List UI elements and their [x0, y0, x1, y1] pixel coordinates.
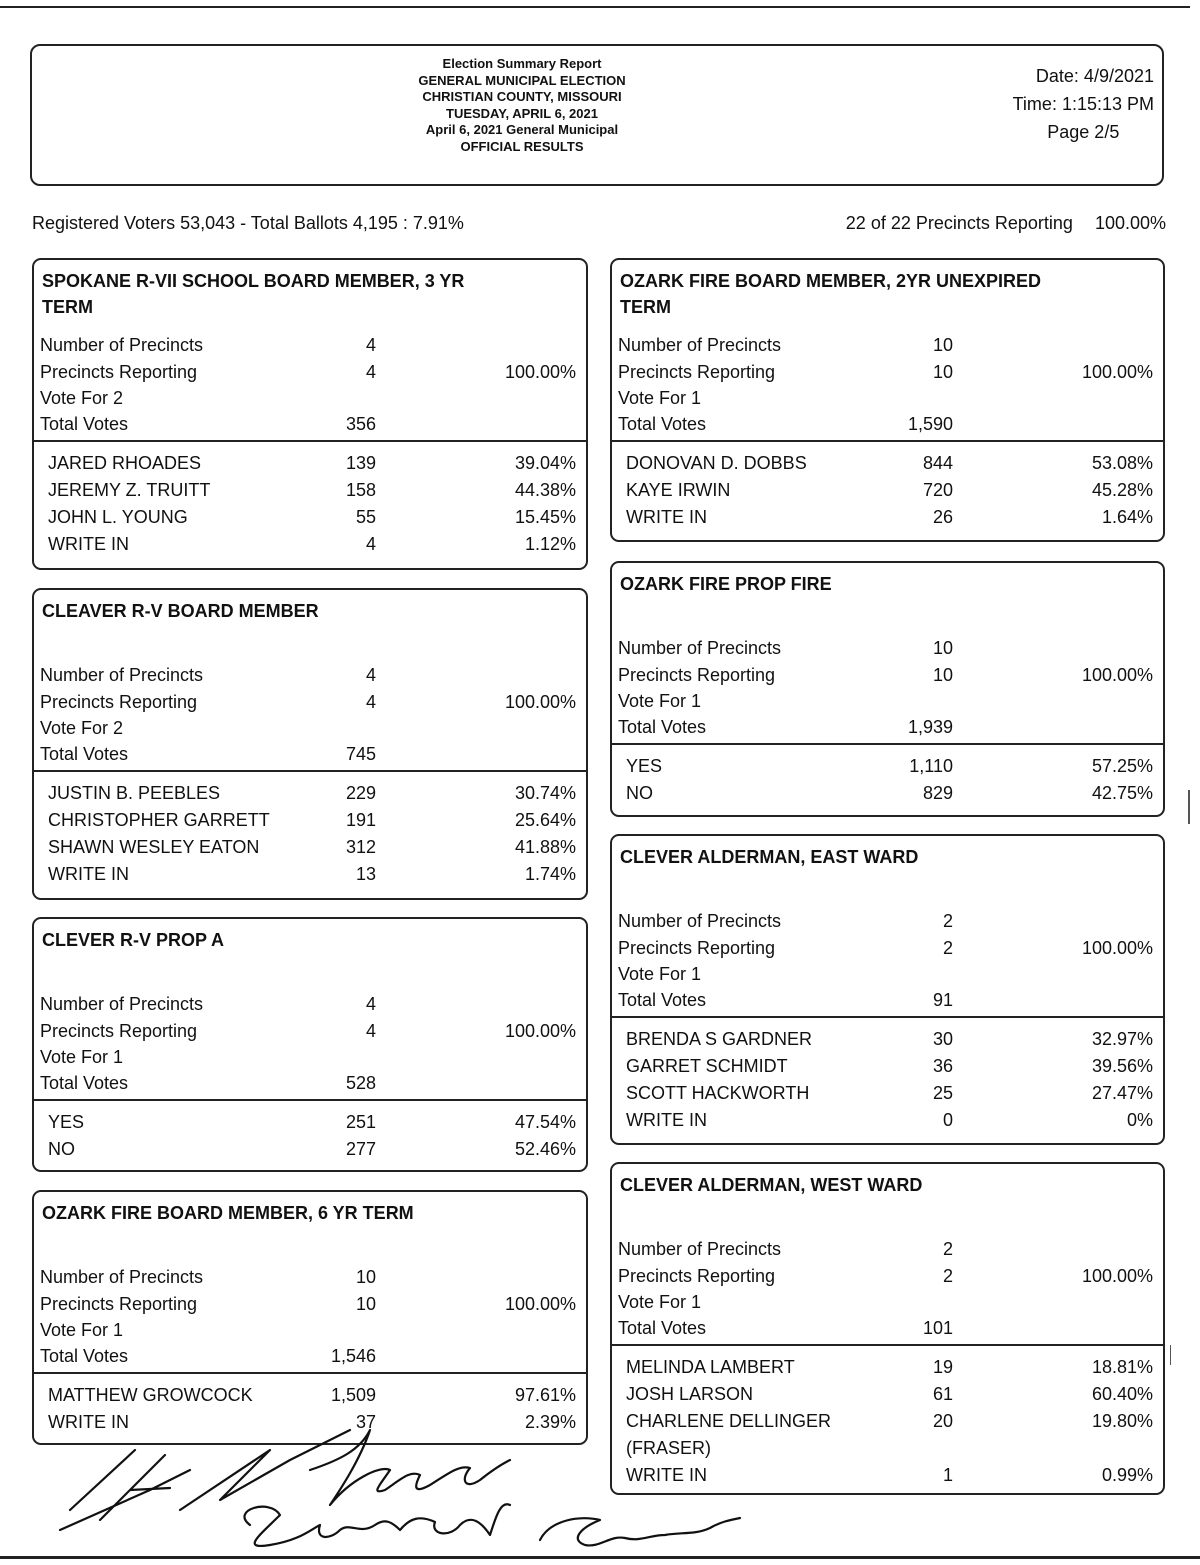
candidate-list: [626, 450, 1163, 531]
candidate-row: [48, 1109, 586, 1136]
candidate-name: WRITE IN: [48, 1412, 129, 1432]
stat-label: Total Votes: [618, 990, 707, 1010]
precincts-reporting-pct: 100.00%: [504, 692, 576, 712]
voter-summary: Registered Voters 53,043 - Total Ballots 4,195 : 7.91%: [32, 213, 464, 233]
candidate-pct: 1.64%: [1101, 507, 1153, 527]
candidate-row: [48, 1382, 586, 1409]
candidate-pct: 18.81%: [1091, 1357, 1153, 1377]
candidate-votes: 13: [355, 864, 376, 884]
contest-title-line: TERM: [620, 297, 671, 317]
candidate-row: [626, 477, 1163, 504]
precincts-reporting-pct: 100.00%: [1081, 938, 1153, 958]
vote-for-label: Vote For 2: [40, 718, 124, 738]
precincts-reporting-value: 2: [942, 938, 953, 958]
report-title-line: Election Summary Report: [442, 56, 602, 71]
stat-row: [618, 689, 1163, 714]
candidate-row: [626, 504, 1163, 531]
precincts-reporting-pct: 100.00%: [504, 362, 576, 382]
stat-row: [618, 987, 1163, 1013]
candidate-votes: 139: [345, 453, 376, 473]
contest-title-line: CLEAVER R-V BOARD MEMBER: [42, 601, 319, 621]
stat-row: [618, 935, 1163, 962]
stat-row: [618, 908, 1163, 935]
candidate-votes: 277: [345, 1139, 376, 1159]
candidate-row: [626, 1354, 1163, 1381]
contest-box: [32, 588, 588, 900]
stat-row: [40, 1291, 586, 1318]
candidate-votes: 191: [345, 810, 376, 830]
contest-title-line: TERM: [42, 297, 93, 317]
candidate-pct: 39.04%: [514, 453, 576, 473]
stat-row: [618, 411, 1163, 437]
stat-label: Precincts Reporting: [618, 665, 776, 685]
contest-divider: [34, 1372, 586, 1374]
candidate-list: [48, 450, 586, 558]
precincts-reporting-pct: 100.00%: [1081, 1266, 1153, 1286]
candidate-pct: 97.61%: [514, 1385, 576, 1405]
num-precincts-value: 10: [355, 1267, 376, 1287]
candidate-name: WRITE IN: [48, 534, 129, 554]
contest-stats: [40, 1264, 586, 1369]
candidate-votes: 158: [345, 480, 376, 500]
contest-stats: [618, 1236, 1163, 1341]
num-precincts-value: 2: [942, 1239, 953, 1259]
report-title-block: [322, 56, 722, 155]
scan-mark: [1170, 1345, 1171, 1365]
report-title-line: TUESDAY, APRIL 6, 2021: [446, 105, 598, 121]
num-precincts-value: 4: [365, 994, 376, 1014]
candidate-name: NO: [48, 1139, 75, 1159]
vote-for-label: Vote For 1: [618, 964, 702, 984]
candidate-name: SHAWN WESLEY EATON: [48, 837, 260, 857]
contest-divider: [612, 1344, 1163, 1346]
contest-title-line: OZARK FIRE BOARD MEMBER, 6 YR TERM: [42, 1203, 414, 1223]
contest-title-line: CLEVER ALDERMAN, WEST WARD: [620, 1175, 923, 1195]
candidate-row: [626, 1107, 1163, 1134]
candidate-row: [48, 1136, 586, 1163]
candidate-pct: 19.80%: [1091, 1411, 1153, 1431]
contest-stats: [618, 635, 1163, 740]
precinct-summary-text: 22 of 22 Precincts Reporting: [845, 213, 1073, 233]
bottom-border-line: [0, 1556, 1200, 1559]
report-title-line: OFFICIAL RESULTS: [460, 138, 584, 154]
candidate-votes: 1: [942, 1465, 953, 1485]
candidate-row: [626, 1080, 1163, 1107]
candidate-pct: 25.64%: [514, 810, 576, 830]
contest-box: [610, 561, 1165, 817]
contest-title: [42, 598, 578, 650]
candidate-votes: 25: [932, 1083, 953, 1103]
candidate-name: JOSH LARSON: [626, 1384, 754, 1404]
precincts-reporting-value: 10: [932, 362, 953, 382]
precincts-reporting-pct: 100.00%: [1081, 362, 1153, 382]
precincts-reporting-pct: 100.00%: [504, 1294, 576, 1314]
precincts-reporting-value: 4: [365, 362, 376, 382]
candidate-pct: 2.39%: [524, 1412, 576, 1432]
candidate-row: [626, 1381, 1163, 1408]
contest-stats: [40, 332, 586, 437]
stat-label: Total Votes: [618, 414, 707, 434]
candidate-pct: 41.88%: [514, 837, 576, 857]
precinct-summary: [846, 213, 1166, 234]
stat-label: Precincts Reporting: [618, 1266, 776, 1286]
contest-divider: [34, 770, 586, 772]
candidate-row: [626, 780, 1163, 807]
scan-mark: [1188, 790, 1190, 824]
stat-row: [40, 359, 586, 386]
num-precincts-value: 2: [942, 911, 953, 931]
contest-divider: [612, 440, 1163, 442]
stat-label: Precincts Reporting: [618, 938, 776, 958]
precincts-reporting-pct: 100.00%: [1081, 665, 1153, 685]
candidate-name: NO: [626, 783, 653, 803]
candidate-list: [48, 1109, 586, 1163]
contest-title-line: [42, 953, 578, 979]
candidate-votes: 37: [355, 1412, 376, 1432]
num-precincts-value: 10: [932, 335, 953, 355]
candidate-pct: 1.74%: [524, 864, 576, 884]
candidate-name: WRITE IN: [626, 1465, 707, 1485]
contest-title-line: CLEVER ALDERMAN, EAST WARD: [620, 847, 919, 867]
total-votes-value: 101: [922, 1318, 953, 1338]
contest-box: [32, 1190, 588, 1445]
candidate-pct: 32.97%: [1091, 1029, 1153, 1049]
candidate-pct: 52.46%: [514, 1139, 576, 1159]
stat-label: Total Votes: [40, 414, 129, 434]
report-meta: [1013, 62, 1154, 146]
candidate-votes: 61: [932, 1384, 953, 1404]
contest-title-line: OZARK FIRE BOARD MEMBER, 2YR UNEXPIRED: [620, 271, 1042, 291]
stat-row: [40, 1070, 586, 1096]
stat-row: [40, 1343, 586, 1369]
contest-box: [32, 258, 588, 570]
candidate-row: [626, 753, 1163, 780]
report-title-line: April 6, 2021 General Municipal: [425, 122, 619, 137]
candidate-name: CHARLENE DELLINGER: [626, 1411, 832, 1431]
official-signatures: [40, 1410, 780, 1560]
candidate-votes: 0: [942, 1110, 953, 1130]
contest-title: [620, 1172, 1155, 1224]
stat-row: [40, 1045, 586, 1070]
contest-title-line: [620, 597, 1155, 623]
num-precincts-value: 10: [932, 638, 953, 658]
candidate-name: YES: [626, 756, 663, 776]
report-date: Date: 4/9/2021: [1035, 66, 1154, 86]
vote-for-label: Vote For 1: [618, 691, 702, 711]
candidate-votes: 1,509: [330, 1385, 376, 1405]
contest-box: [610, 834, 1165, 1145]
total-votes-value: 1,590: [907, 414, 953, 434]
stat-label: Precincts Reporting: [618, 362, 776, 382]
contest-divider: [34, 1099, 586, 1101]
contest-title-line: SPOKANE R-VII SCHOOL BOARD MEMBER, 3 YR: [42, 271, 465, 291]
report-title-line: CHRISTIAN COUNTY, MISSOURI: [422, 89, 622, 104]
candidate-name: SCOTT HACKWORTH: [626, 1083, 810, 1103]
stat-row: [40, 716, 586, 741]
candidate-pct: 57.25%: [1091, 756, 1153, 776]
candidate-name: JOHN L. YOUNG: [48, 507, 188, 527]
candidate-name: DONOVAN D. DOBBS: [626, 453, 807, 473]
stat-label: Number of Precincts: [618, 638, 782, 658]
contest-title: [620, 844, 1155, 896]
contest-title: [620, 571, 1155, 623]
stat-label: Number of Precincts: [618, 911, 782, 931]
candidate-name: CHRISTOPHER GARRETT: [48, 810, 270, 830]
report-header: [30, 44, 1164, 186]
candidate-name: JUSTIN B. PEEBLES: [48, 783, 221, 803]
stat-row: [40, 386, 586, 411]
candidate-pct: 42.75%: [1091, 783, 1153, 803]
contest-title-line: [620, 870, 1155, 896]
candidate-pct: 60.40%: [1091, 1384, 1153, 1404]
candidate-votes: 251: [345, 1112, 376, 1132]
stat-label: Total Votes: [40, 1073, 129, 1093]
stat-row: [618, 714, 1163, 740]
contest-stats: [40, 662, 586, 767]
stat-label: Precincts Reporting: [40, 1294, 198, 1314]
contest-divider: [34, 440, 586, 442]
contest-title: [620, 268, 1155, 320]
contest-title: [42, 927, 578, 979]
stat-label: Number of Precincts: [618, 335, 782, 355]
report-time: Time: 1:15:13 PM: [1012, 94, 1154, 114]
candidate-row: [626, 1026, 1163, 1053]
candidate-pct: 0%: [1126, 1110, 1153, 1130]
candidate-list: [48, 780, 586, 888]
contest-title: [42, 1200, 578, 1252]
candidate-name: WRITE IN: [48, 864, 129, 884]
stat-label: Precincts Reporting: [40, 1021, 198, 1041]
candidate-votes: 19: [932, 1357, 953, 1377]
candidate-pct: 30.74%: [514, 783, 576, 803]
stat-row: [40, 1264, 586, 1291]
precincts-reporting-value: 2: [942, 1266, 953, 1286]
stat-label: Number of Precincts: [40, 665, 204, 685]
vote-for-label: Vote For 2: [40, 388, 124, 408]
vote-for-label: Vote For 1: [618, 388, 702, 408]
vote-for-label: Vote For 1: [40, 1047, 124, 1067]
total-votes-value: 1,546: [330, 1346, 376, 1366]
top-border-line: [0, 0, 1190, 8]
candidate-pct: 47.54%: [514, 1112, 576, 1132]
stat-row: [618, 359, 1163, 386]
candidate-row: [48, 861, 586, 888]
vote-for-label: Vote For 1: [40, 1320, 124, 1340]
page-number: Page 2/5: [1047, 122, 1120, 142]
stat-label: Number of Precincts: [40, 1267, 204, 1287]
candidate-row: [48, 477, 586, 504]
candidate-pct: 0.99%: [1101, 1465, 1153, 1485]
precincts-reporting-value: 10: [355, 1294, 376, 1314]
candidate-name: MATTHEW GROWCOCK: [48, 1385, 253, 1405]
stat-row: [40, 1018, 586, 1045]
stat-row: [618, 1290, 1163, 1315]
stat-row: [40, 411, 586, 437]
candidate-votes: 844: [922, 453, 953, 473]
stat-label: Total Votes: [40, 1346, 129, 1366]
contest-box: [610, 258, 1165, 542]
candidate-pct: 45.28%: [1091, 480, 1153, 500]
stat-label: Total Votes: [618, 1318, 707, 1338]
stat-row: [40, 332, 586, 359]
candidate-pct: 44.38%: [514, 480, 576, 500]
stat-row: [618, 1236, 1163, 1263]
stat-label: Total Votes: [618, 717, 707, 737]
precincts-reporting-value: 10: [932, 665, 953, 685]
candidate-list: [626, 753, 1163, 807]
candidate-name: JEREMY Z. TRUITT: [48, 480, 211, 500]
stat-row: [618, 1315, 1163, 1341]
candidate-row: [48, 531, 586, 558]
total-votes-value: 528: [345, 1073, 376, 1093]
contest-title-line: OZARK FIRE PROP FIRE: [620, 574, 832, 594]
candidate-pct: 27.47%: [1091, 1083, 1153, 1103]
candidate-name: MELINDA LAMBERT: [626, 1357, 795, 1377]
precincts-reporting-pct: 100.00%: [504, 1021, 576, 1041]
candidate-name: WRITE IN: [626, 1110, 707, 1130]
candidate-name-cont: (FRASER): [626, 1438, 711, 1458]
contest-title-line: [42, 624, 578, 650]
candidate-votes: 720: [922, 480, 953, 500]
total-votes-value: 1,939: [907, 717, 953, 737]
candidate-list: [626, 1026, 1163, 1134]
total-votes-value: 356: [345, 414, 376, 434]
contest-stats: [40, 991, 586, 1096]
precincts-reporting-value: 4: [365, 692, 376, 712]
candidate-row: [48, 834, 586, 861]
candidate-votes: 229: [345, 783, 376, 803]
candidate-votes: 30: [932, 1029, 953, 1049]
stat-row: [618, 332, 1163, 359]
num-precincts-value: 4: [365, 665, 376, 685]
contest-title-line: CLEVER R-V PROP A: [42, 930, 225, 950]
stat-label: Precincts Reporting: [40, 692, 198, 712]
candidate-votes: 1,110: [909, 756, 953, 776]
candidate-name: YES: [48, 1112, 85, 1132]
contest-stats: [618, 908, 1163, 1013]
stat-row: [40, 741, 586, 767]
contest-divider: [612, 1016, 1163, 1018]
candidate-pct: 53.08%: [1091, 453, 1153, 473]
stat-label: Total Votes: [40, 744, 129, 764]
candidate-name: KAYE IRWIN: [626, 480, 731, 500]
stat-row: [40, 991, 586, 1018]
contest-title-line: [42, 1226, 578, 1252]
vote-for-label: Vote For 1: [618, 1292, 702, 1312]
candidate-name: WRITE IN: [626, 507, 707, 527]
candidate-votes: 829: [922, 783, 953, 803]
candidate-row: [48, 807, 586, 834]
contest-box: [32, 917, 588, 1172]
stat-label: Number of Precincts: [618, 1239, 782, 1259]
candidate-votes: 20: [932, 1411, 953, 1431]
contest-title: [42, 268, 578, 320]
stat-row: [618, 1263, 1163, 1290]
candidate-votes: 26: [932, 507, 953, 527]
stat-row: [40, 689, 586, 716]
stat-row: [618, 386, 1163, 411]
stat-row: [40, 662, 586, 689]
candidate-pct: 39.56%: [1091, 1056, 1153, 1076]
candidate-name: GARRET SCHMIDT: [626, 1056, 788, 1076]
contest-title-line: [620, 1198, 1155, 1224]
stat-label: Precincts Reporting: [40, 362, 198, 382]
candidate-row: [626, 450, 1163, 477]
candidate-row: [48, 780, 586, 807]
stat-label: Number of Precincts: [40, 335, 204, 355]
stat-row: [618, 635, 1163, 662]
precinct-summary-pct: 100.00%: [1094, 213, 1166, 233]
total-votes-value: 91: [932, 990, 953, 1010]
candidate-row: [626, 1053, 1163, 1080]
candidate-name: BRENDA S GARDNER: [626, 1029, 813, 1049]
candidate-pct: 1.12%: [524, 534, 576, 554]
report-title-line: GENERAL MUNICIPAL ELECTION: [418, 72, 626, 88]
candidate-pct: 15.45%: [514, 507, 576, 527]
contest-stats: [618, 332, 1163, 437]
candidate-votes: 55: [355, 507, 376, 527]
num-precincts-value: 4: [365, 335, 376, 355]
stat-label: Number of Precincts: [40, 994, 204, 1014]
stat-row: [40, 1318, 586, 1343]
total-votes-value: 745: [345, 744, 376, 764]
candidate-row: [48, 450, 586, 477]
stat-row: [618, 962, 1163, 987]
candidate-row: [48, 504, 586, 531]
candidate-votes: 4: [365, 534, 376, 554]
candidate-votes: 312: [345, 837, 376, 857]
candidate-name: JARED RHOADES: [48, 453, 202, 473]
candidate-votes: 36: [932, 1056, 953, 1076]
stat-row: [618, 662, 1163, 689]
precincts-reporting-value: 4: [365, 1021, 376, 1041]
contest-divider: [612, 743, 1163, 745]
